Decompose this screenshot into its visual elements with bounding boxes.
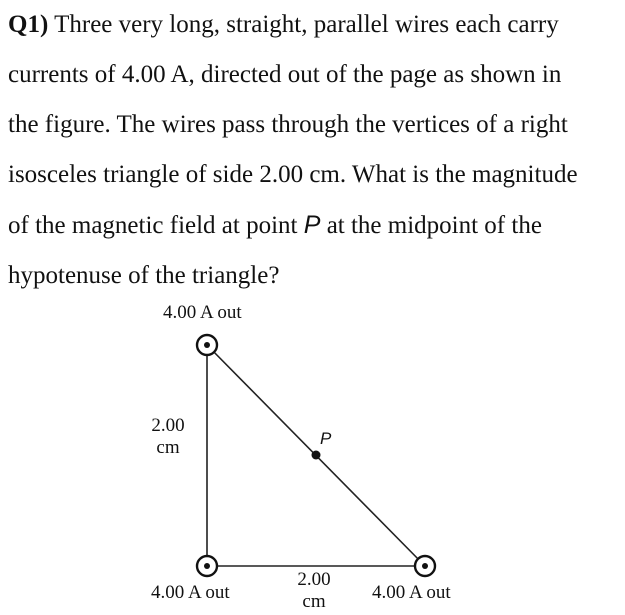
triangle-figure (0, 290, 625, 615)
triangle-diagram (0, 290, 625, 615)
question-line-4: isosceles triangle of side 2.00 cm. What is the magnitude (8, 161, 578, 188)
question-point-symbol: P (303, 211, 321, 239)
bottom-right-wire-label: 4.00 A out (372, 582, 451, 603)
wire-bottom-right-out-of-page-icon (415, 556, 435, 576)
bottom-side-value: 2.00 (297, 569, 331, 590)
question-line-3: the figure. The wires pass through the vertices of a right (8, 111, 568, 138)
left-side-value: 2.00 (151, 415, 185, 436)
question-line-5-start: of the magnetic field at point (8, 212, 304, 239)
question-line-6: hypotenuse of the triangle? (8, 262, 280, 289)
question-line-5 (8, 200, 620, 251)
question-line-1-text: Three very long, straight, parallel wires each carry (54, 11, 559, 38)
question-line-1 (8, 0, 620, 50)
left-side-length-label (149, 415, 187, 459)
question-number: Q1) (8, 11, 49, 38)
left-side-unit: cm (156, 437, 180, 458)
wire-top-out-of-page-icon (197, 335, 217, 355)
bottom-left-wire-label: 4.00 A out (151, 582, 230, 603)
question-line-2: currents of 4.00 A, directed out of the page as shown in (8, 61, 562, 88)
bottom-side-unit: cm (302, 591, 326, 612)
wire-bottom-left-out-of-page-icon (197, 556, 217, 576)
point-p-label: P (320, 429, 332, 448)
bottom-side-length-label (292, 569, 336, 613)
point-p-marker (312, 451, 321, 460)
top-wire-label: 4.00 A out (163, 302, 242, 323)
question-line-5-end: at the midpoint of the (320, 212, 542, 239)
question-text (8, 0, 620, 301)
